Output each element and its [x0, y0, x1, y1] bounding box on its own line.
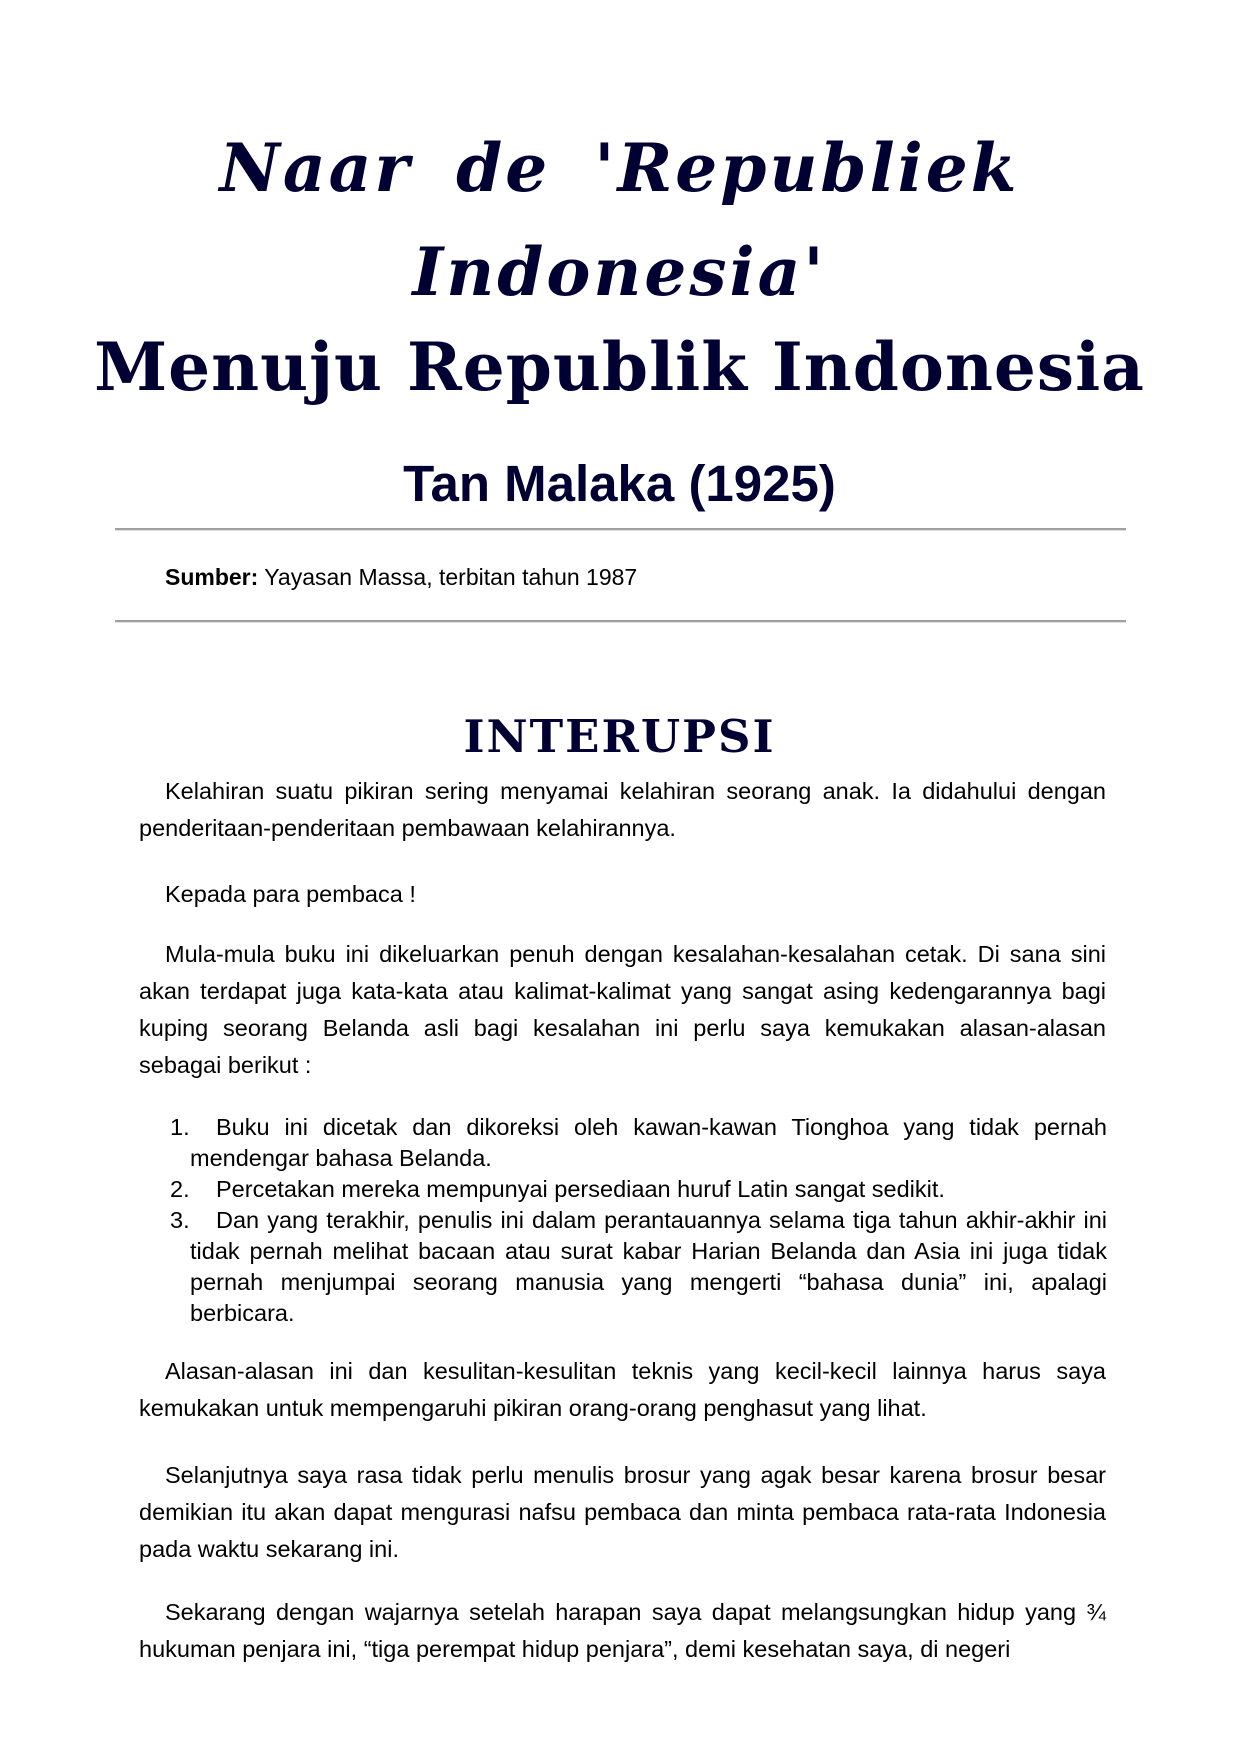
- list-item: [170, 1174, 1107, 1205]
- source-line: [165, 562, 637, 592]
- horizontal-rule-top: [115, 528, 1126, 531]
- list-number: 2.: [170, 1176, 190, 1202]
- list-number: 3.: [170, 1207, 190, 1233]
- source-value: Yayasan Massa, terbitan tahun 1987: [258, 564, 638, 590]
- paragraph-text: Alasan-alasan ini dan kesulitan-kesulitan teknis yang kecil-kecil lainnya harus saya kemukakan untuk mempengaruhi pikiran orang-orang penghasut yang lihat.: [139, 1358, 1106, 1421]
- list-item: [170, 1205, 1107, 1329]
- source-label: Sumber:: [165, 564, 259, 590]
- list-item-text: Percetakan mereka mempunyai persediaan huruf Latin sangat sedikit.: [216, 1176, 945, 1202]
- dutch-title: Naar de 'Republiek Indonesia': [219, 129, 1020, 312]
- paragraph: [139, 1594, 1106, 1668]
- horizontal-rule-bottom: [115, 620, 1126, 623]
- numbered-list: [170, 1112, 1107, 1329]
- list-item: [170, 1112, 1107, 1174]
- paragraph: [139, 773, 1106, 847]
- indonesian-title: Menuju Republik Indonesia: [94, 328, 1145, 407]
- paragraph-text: Selanjutnya saya rasa tidak perlu menulis brosur yang agak besar karena brosur besar demikian itu akan dapat mengurasi nafsu pembaca dan minta pembaca rata-rata Indonesia pada waktu sekarang ini.: [139, 1462, 1106, 1562]
- section-heading: INTERUPSI: [463, 710, 776, 764]
- author-line: Tan Malaka (1925): [403, 455, 836, 513]
- paragraph-text: Sekarang dengan wajarnya setelah harapan saya dapat melangsungkan hidup yang ¾ hukuman penjara ini, “tiga perempat hidup penjara”, demi kesehatan saya, di negeri: [139, 1599, 1106, 1662]
- paragraph-text: Mula-mula buku ini dikeluarkan penuh dengan kesalahan-kesalahan cetak. Di sana sini akan terdapat juga kata-kata atau kalimat-kalimat yang sangat asing kedengarannya bagi kuping seorang Belanda asli bagi kesalahan ini perlu saya kemukakan alasan-alasan sebagai berikut :: [139, 941, 1106, 1078]
- paragraph-text: Kepada para pembaca !: [165, 881, 416, 907]
- paragraph-text: Kelahiran suatu pikiran sering menyamai kelahiran seorang anak. Ia didahului dengan penderitaan-penderitaan pembawaan kelahirannya.: [139, 778, 1106, 841]
- list-item-text: Dan yang terakhir, penulis ini dalam perantauannya selama tiga tahun akhir-akhir ini tidak pernah melihat bacaan atau surat kabar Harian Belanda dan Asia ini juga tidak pernah menjumpai seorang manusia yang mengerti “bahasa dunia” ini, apalagi berbicara.: [190, 1207, 1107, 1326]
- paragraph: [139, 1353, 1106, 1427]
- list-item-text: Buku ini dicetak dan dikoreksi oleh kawan-kawan Tionghoa yang tidak pernah mendengar bahasa Belanda.: [190, 1114, 1107, 1171]
- list-number: 1.: [170, 1114, 190, 1140]
- paragraph: [139, 876, 1106, 913]
- paragraph: [139, 1457, 1106, 1568]
- paragraph: [139, 936, 1106, 1084]
